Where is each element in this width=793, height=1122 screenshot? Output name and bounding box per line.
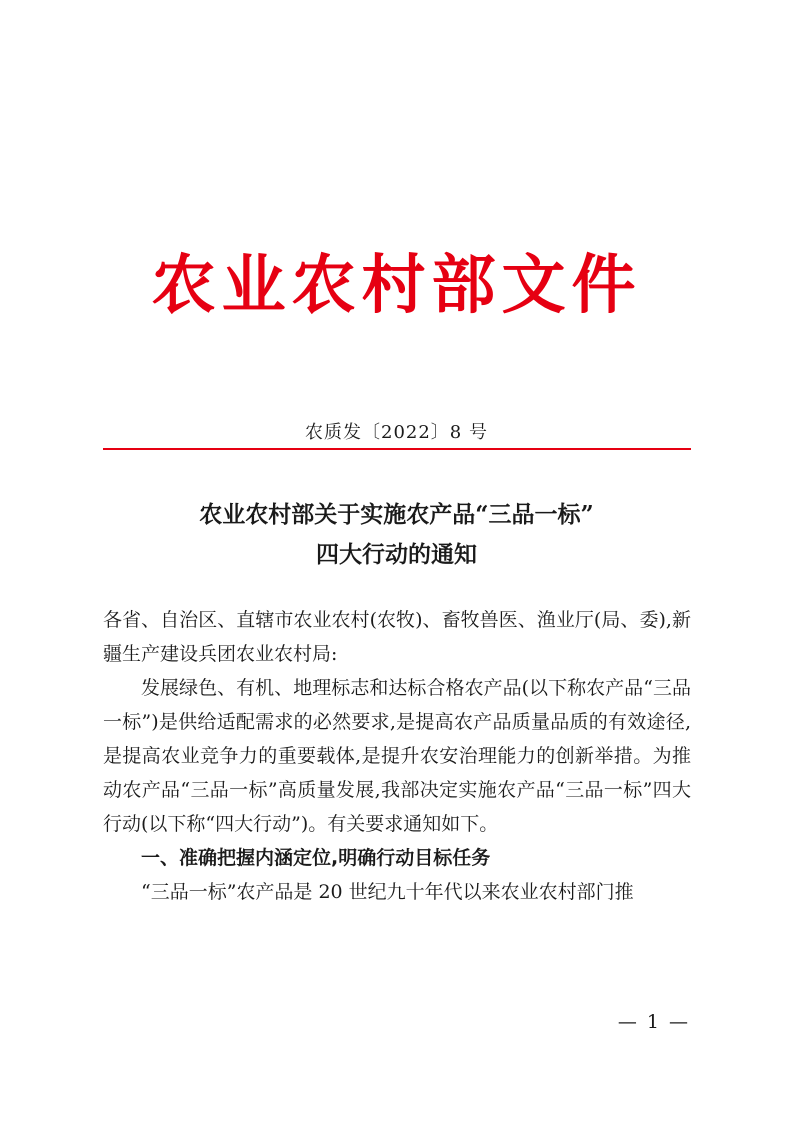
salutation: 各省、自治区、直辖市农业农村(农牧)、畜牧兽医、渔业厅(局、委),新疆生产建设兵团农业农村局: <box>103 609 691 665</box>
document-body <box>103 603 691 909</box>
section-heading-1: 一、准确把握内涵定位,明确行动目标任务 <box>141 847 491 869</box>
body-paragraph-2: “三品一标”农产品是 20 世纪九十年代以来农业农村部门推 <box>141 881 634 903</box>
document-title-line-2: 四大行动的通知 <box>316 541 477 568</box>
page-number: — 1 — <box>617 1011 690 1033</box>
red-divider-line <box>103 448 691 450</box>
body-paragraph-1: 发展绿色、有机、地理标志和达标合格农产品(以下称农产品“三品一标”)是供给适配需求的必然要求,是提高农产品质量品质的有效途径,是提高农业竞争力的重要载体,是提升农安治理能力的创新举措。为推动农产品“三品一标”高质量发展,我部决定实施农产品“三品一标”四大行动(以下称“四大行动”)。有关要求通知如下。 <box>103 677 691 835</box>
document-number: 农质发〔2022〕8 号 <box>305 422 488 443</box>
document-title-line-1: 农业农村部关于实施农产品“三品一标” <box>199 501 594 528</box>
org-header-title: 农业农村部文件 <box>151 248 642 323</box>
document-title <box>0 495 793 575</box>
